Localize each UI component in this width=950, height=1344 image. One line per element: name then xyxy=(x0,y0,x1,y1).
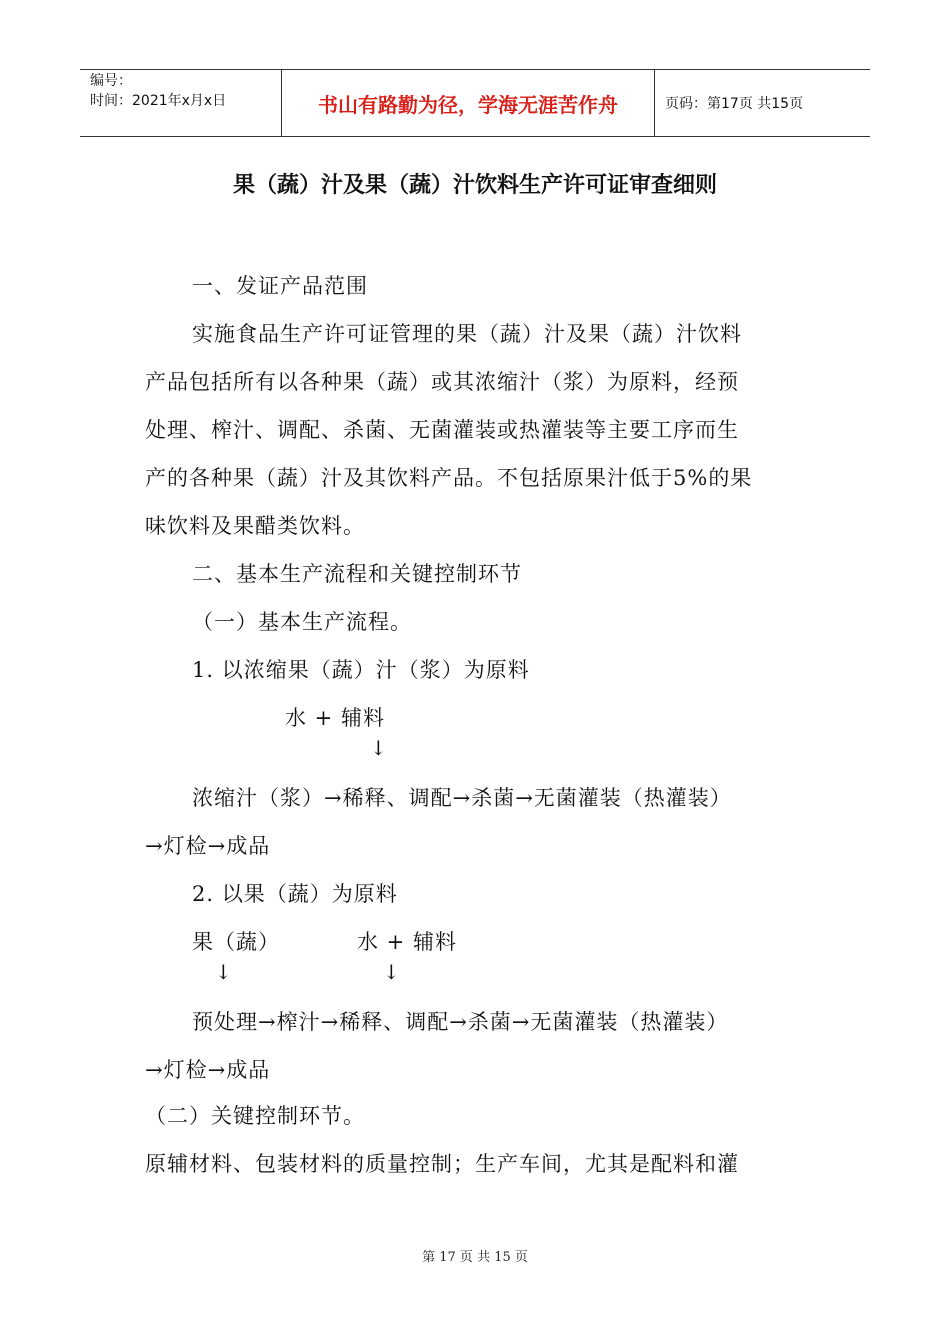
header-number: 编号： xyxy=(90,73,132,89)
flow-2-line-2: →灯检→成品 xyxy=(145,1058,271,1082)
paragraph-2-line-1: 原辅材料、包装材料的质量控制；生产车间，尤其是配料和灌 xyxy=(145,1152,739,1176)
header-page-info: 页码：第17页 共15页 xyxy=(665,96,804,112)
flow-1-line-2: →灯检→成品 xyxy=(145,834,271,858)
flow-1-line-1: 浓缩汁（浆）→稀释、调配→杀菌→无菌灌装（热灌装） xyxy=(192,786,732,810)
flow-2-down-arrow-icon-left: ↓ xyxy=(215,960,232,984)
header-motto: 书山有路勤为径，学海无涯苦作舟 xyxy=(318,92,618,117)
section-2-heading: 二、基本生产流程和关键控制环节 xyxy=(192,562,522,586)
flow-2-line-1: 预处理→榨汁→稀释、调配→杀菌→无菌灌装（热灌装） xyxy=(192,1010,729,1034)
header-divider-2 xyxy=(654,70,655,136)
section-1-heading: 一、发证产品范围 xyxy=(192,274,368,298)
paragraph-1-line-5: 味饮料及果醋类饮料。 xyxy=(145,514,365,538)
section-2-subheading-2: （二）关键控制环节。 xyxy=(145,1104,365,1128)
flow-2-title: 2. 以果（蔬）为原料 xyxy=(192,882,398,906)
flow-2-input-fruit: 果（蔬） xyxy=(192,930,280,954)
header-bottom-rule xyxy=(80,136,870,137)
flow-1-down-arrow-icon: ↓ xyxy=(370,736,387,760)
flow-2-down-arrow-icon-right: ↓ xyxy=(383,960,400,984)
page-footer: 第 17 页 共 15 页 xyxy=(422,1250,528,1265)
document-title: 果（蔬）汁及果（蔬）汁饮料生产许可证审查细则 xyxy=(232,173,717,198)
paragraph-1-line-3: 处理、榨汁、调配、杀菌、无菌灌装或热灌装等主要工序而生 xyxy=(145,418,739,442)
header-meta xyxy=(90,71,280,111)
flow-1-input: 水 + 辅料 xyxy=(285,706,385,730)
paragraph-1-line-1: 实施食品生产许可证管理的果（蔬）汁及果（蔬）汁饮料 xyxy=(192,322,742,346)
section-2-subheading-1: （一）基本生产流程。 xyxy=(192,610,412,634)
paragraph-1-line-2: 产品包括所有以各种果（蔬）或其浓缩汁（浆）为原料，经预 xyxy=(145,370,739,394)
header-date: 时间：2021年x月x日 xyxy=(90,93,227,109)
paragraph-1-line-4: 产的各种果（蔬）汁及其饮料产品。不包括原果汁低于5%的果 xyxy=(145,466,753,490)
flow-2-input-water: 水 + 辅料 xyxy=(357,930,457,954)
flow-1-title: 1. 以浓缩果（蔬）汁（浆）为原料 xyxy=(192,658,530,682)
